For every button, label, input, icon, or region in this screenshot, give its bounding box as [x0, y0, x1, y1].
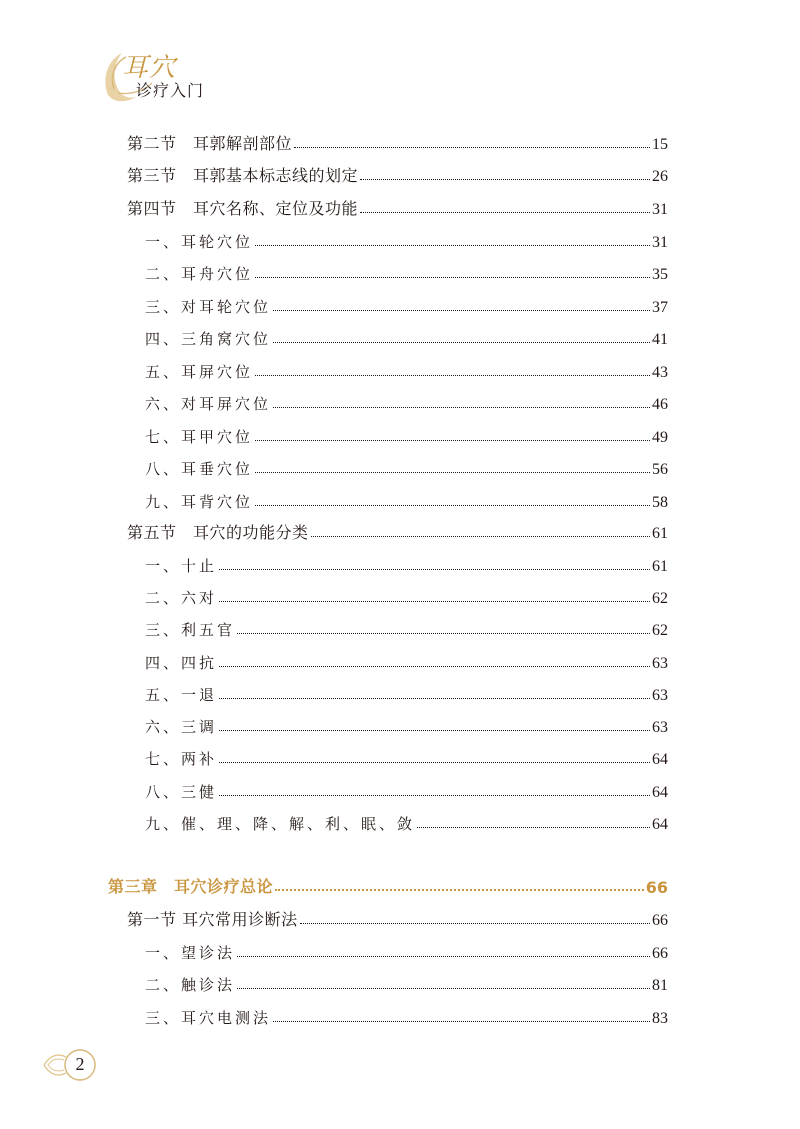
- toc-page-number: 62: [652, 622, 668, 639]
- toc-subsection-entry[interactable]: [145, 582, 668, 608]
- dot-leader: [255, 472, 650, 473]
- toc-entry-label: 五、耳屏穴位: [145, 363, 254, 381]
- toc-subsection-entry[interactable]: [145, 743, 668, 769]
- toc-page-number: 15: [652, 136, 668, 153]
- toc-entry-label: 四、四抗: [145, 654, 218, 672]
- toc-entry-label: 八、三健: [145, 783, 218, 801]
- toc-page-number: 26: [652, 168, 668, 185]
- toc-entry-label: 一、望诊法: [145, 944, 236, 962]
- toc-subsection-entry[interactable]: [145, 679, 668, 705]
- dot-leader: [219, 569, 650, 570]
- toc-page-number: 66: [652, 945, 668, 962]
- toc-subsection-entry[interactable]: [145, 1002, 668, 1028]
- dot-leader: [275, 889, 644, 891]
- toc-page-number: 31: [652, 201, 668, 218]
- toc-entry-label: 六、对耳屏穴位: [145, 395, 272, 413]
- dot-leader: [219, 698, 650, 699]
- toc-page-number: 81: [652, 977, 668, 994]
- toc-page-number: 56: [652, 461, 668, 478]
- dot-leader: [417, 827, 650, 828]
- toc-page-number: 64: [652, 784, 668, 801]
- toc-subsection-entry[interactable]: [145, 808, 668, 834]
- toc-entry-label: 第三章 耳穴诊疗总论: [108, 877, 274, 896]
- page-number: 2: [75, 1054, 85, 1074]
- header-title: 耳穴: [122, 53, 177, 83]
- toc-entry-label: 第四节 耳穴名称、定位及功能: [127, 199, 359, 218]
- toc-subsection-entry[interactable]: [145, 614, 668, 640]
- toc-page-number: 64: [652, 751, 668, 768]
- toc-page-number: 58: [652, 494, 668, 511]
- dot-leader: [255, 245, 650, 246]
- dot-leader: [300, 923, 650, 924]
- toc-subsection-entry[interactable]: [145, 356, 668, 382]
- toc-page-number: 37: [652, 299, 668, 316]
- toc-page-number: 66: [652, 912, 668, 929]
- toc-section-entry[interactable]: [127, 517, 668, 543]
- dot-leader: [219, 762, 650, 763]
- dot-leader: [273, 1021, 650, 1022]
- toc-subsection-entry[interactable]: [145, 776, 668, 802]
- dot-leader: [255, 440, 650, 441]
- toc-page-number: 63: [652, 719, 668, 736]
- toc-subsection-entry[interactable]: [145, 453, 668, 479]
- toc-chapter-entry[interactable]: [108, 871, 668, 897]
- toc-entry-label: 四、三角窝穴位: [145, 330, 272, 348]
- toc-entry-label: 九、催、理、降、解、利、眠、敛: [145, 815, 416, 833]
- toc-page-number: 62: [652, 590, 668, 607]
- toc-entry-label: 第五节 耳穴的功能分类: [127, 523, 309, 542]
- toc-entry-label: 一、十止: [145, 557, 218, 575]
- toc-entry-label: 八、耳垂穴位: [145, 460, 254, 478]
- dot-leader: [255, 375, 650, 376]
- toc-page-number: 63: [652, 687, 668, 704]
- toc-entry-label: 三、利五官: [145, 621, 236, 639]
- toc-subsection-entry[interactable]: [145, 937, 668, 963]
- toc-subsection-entry[interactable]: [145, 258, 668, 284]
- toc-page-number: 66: [645, 878, 668, 897]
- dot-leader: [360, 179, 650, 180]
- toc-entry-label: 七、耳甲穴位: [145, 428, 254, 446]
- toc-subsection-entry[interactable]: [145, 291, 668, 317]
- toc-subsection-entry[interactable]: [145, 388, 668, 414]
- header-subtitle: 诊疗入门: [136, 81, 205, 100]
- toc-page-number: 49: [652, 429, 668, 446]
- toc-subsection-entry[interactable]: [145, 421, 668, 447]
- toc-subsection-entry[interactable]: [145, 550, 668, 576]
- toc-entry-label: 第一节 耳穴常用诊断法: [127, 910, 298, 929]
- toc-page-number: 46: [652, 396, 668, 413]
- dot-leader: [360, 212, 650, 213]
- dot-leader: [255, 505, 650, 506]
- toc-entry-label: 五、一退: [145, 686, 218, 704]
- toc-subsection-entry[interactable]: [145, 647, 668, 673]
- toc-entry-label: 六、三调: [145, 718, 218, 736]
- dot-leader: [311, 536, 650, 537]
- toc-section-entry[interactable]: [127, 128, 668, 154]
- toc-page-number: 61: [652, 558, 668, 575]
- dot-leader: [237, 633, 650, 634]
- toc-page-number: 83: [652, 1010, 668, 1027]
- toc-page-number: 63: [652, 655, 668, 672]
- toc-entry-label: 二、触诊法: [145, 976, 236, 994]
- toc-subsection-entry[interactable]: [145, 711, 668, 737]
- toc-page-number: 35: [652, 266, 668, 283]
- toc-page-number: 31: [652, 234, 668, 251]
- dot-leader: [219, 666, 650, 667]
- dot-leader: [273, 342, 650, 343]
- dot-leader: [294, 147, 650, 148]
- toc-entry-label: 第三节 耳郭基本标志线的划定: [127, 166, 359, 185]
- dot-leader: [273, 407, 650, 408]
- toc-subsection-entry[interactable]: [145, 969, 668, 995]
- toc-section-entry[interactable]: [127, 904, 668, 930]
- toc-page-number: 41: [652, 331, 668, 348]
- toc-page-number: 64: [652, 816, 668, 833]
- dot-leader: [219, 601, 650, 602]
- page-footer: [42, 1047, 102, 1083]
- dot-leader: [237, 988, 650, 989]
- toc-section-entry[interactable]: [127, 160, 668, 186]
- toc-entry-label: 三、对耳轮穴位: [145, 298, 272, 316]
- toc-page-number: 61: [652, 525, 668, 542]
- toc-entry-label: 一、耳轮穴位: [145, 233, 254, 251]
- toc-entry-label: 三、耳穴电测法: [145, 1009, 272, 1027]
- dot-leader: [237, 956, 650, 957]
- toc-page-number: 43: [652, 364, 668, 381]
- toc-entry-label: 九、耳背穴位: [145, 493, 254, 511]
- dot-leader: [255, 277, 650, 278]
- toc-entry-label: 二、六对: [145, 589, 218, 607]
- toc-entry-label: 二、耳舟穴位: [145, 265, 254, 283]
- running-header: [100, 45, 240, 105]
- toc-entry-label: 第二节 耳郭解剖部位: [127, 134, 293, 153]
- toc-subsection-entry[interactable]: [145, 486, 668, 512]
- dot-leader: [219, 730, 650, 731]
- dot-leader: [219, 795, 650, 796]
- toc-subsection-entry[interactable]: [145, 323, 668, 349]
- dot-leader: [273, 310, 650, 311]
- toc-entry-label: 七、两补: [145, 750, 218, 768]
- toc-subsection-entry[interactable]: [145, 226, 668, 252]
- toc-section-entry[interactable]: [127, 193, 668, 219]
